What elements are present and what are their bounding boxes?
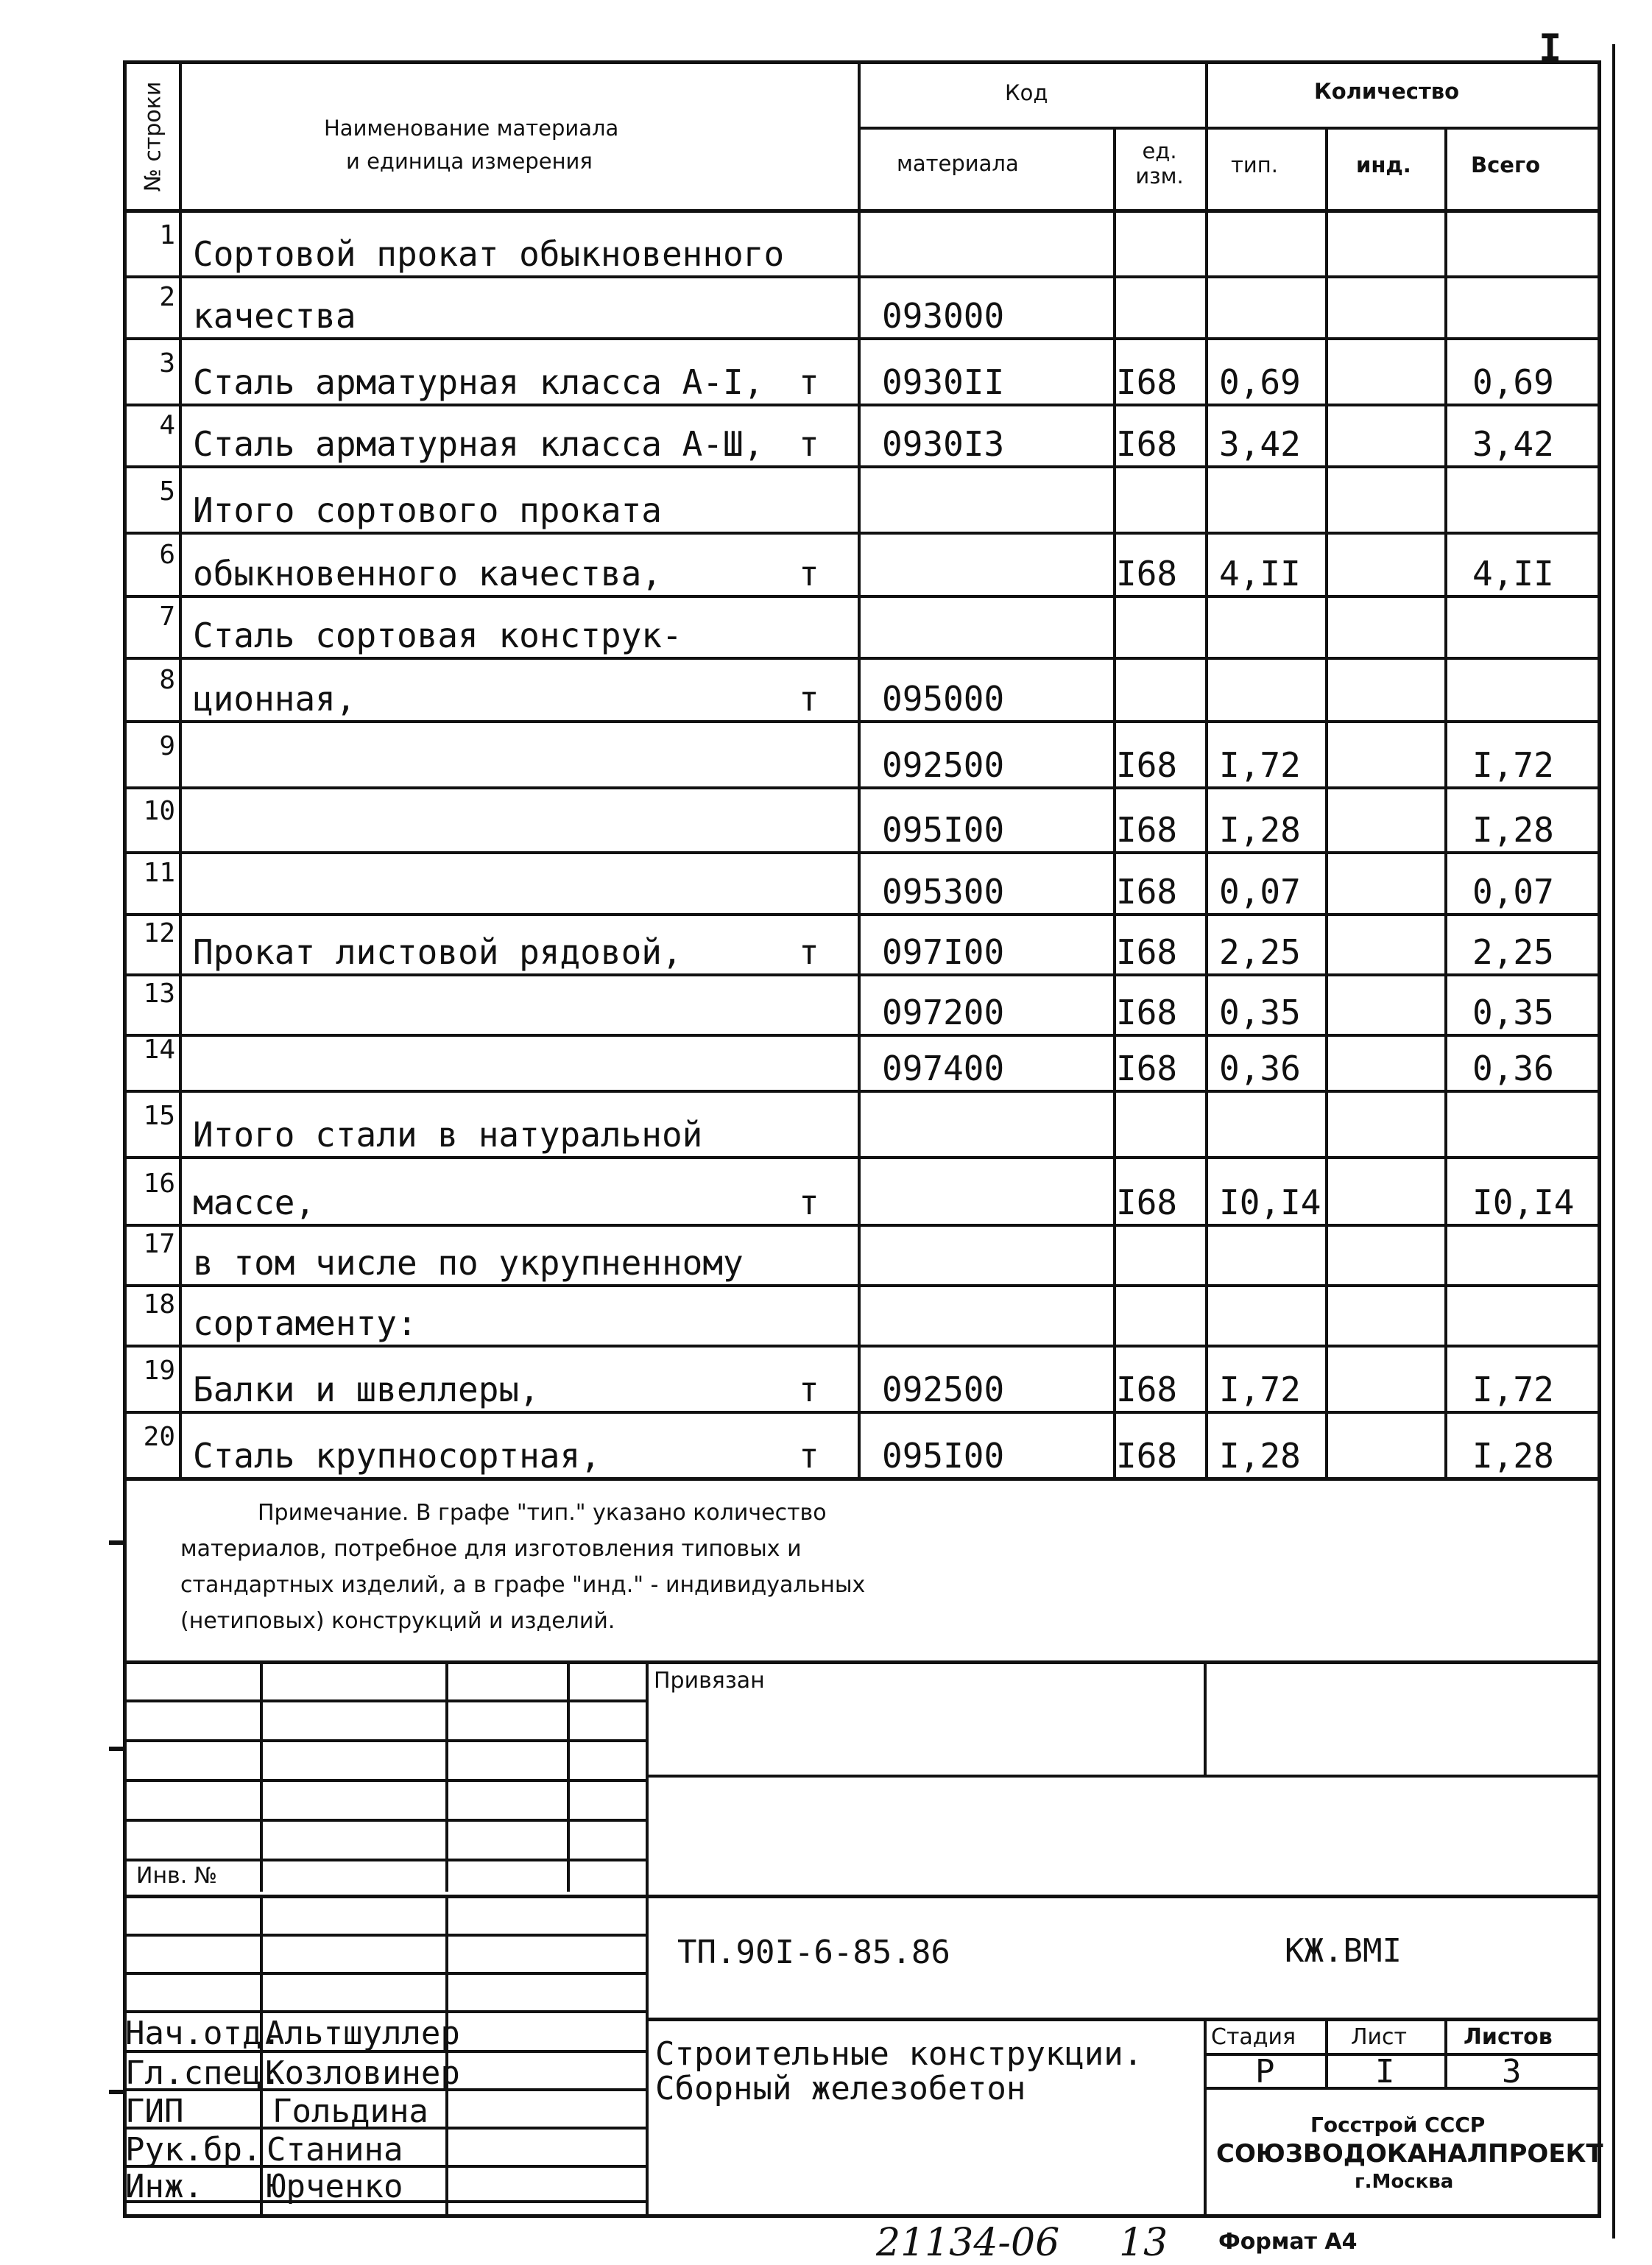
table-row [0,212,1652,275]
unit-code-cell: I68 [1116,1049,1178,1088]
material-code-cell: 095I00 [882,810,1005,850]
row-number-cell: 13 [143,979,175,1009]
unit-letter-cell: т [799,424,819,464]
material-name-cell: Сталь крупносортная, [193,1436,601,1476]
table-row [0,1090,1652,1156]
code-unit-header: ед. изм. [1135,138,1184,189]
stamp-hline [123,1819,646,1822]
stamp-hline [123,1779,646,1782]
qty-typ-cell: I,28 [1219,1436,1301,1476]
material-code-cell: 0930II [882,362,1005,402]
table-row [0,1034,1652,1090]
material-name-cell: Балки и швеллеры, [193,1370,540,1409]
table-row [0,532,1652,595]
row-number-header: № строки [140,81,166,192]
signer-name: Альтшуллер [265,2015,460,2052]
material-name-cell: массе, [193,1183,316,1222]
name-header-line1: Наименование материала [324,116,619,141]
material-name-cell: Сталь сортовая конструк- [193,616,682,655]
stage-value: Р [1255,2053,1275,2090]
row-number-cell: 7 [159,602,175,632]
signer-role: Инж. [125,2168,203,2205]
quantity-header: Количество [1314,79,1460,104]
table-row [0,1411,1652,1477]
sheet-value: I [1375,2053,1395,2090]
material-code-cell: 095I00 [882,1436,1005,1476]
row-number-cell: 5 [159,476,175,507]
name-header-line2: и единица измерения [346,149,593,174]
qty-typ-cell: 3,42 [1219,424,1301,464]
note-line1: Примечание. В графе "тип." указано количество [258,1500,827,1526]
note-line4: (нетиповых) конструкций и изделий. [180,1608,615,1634]
unit-code-cell: I68 [1116,1436,1178,1476]
qty-total-cell: I0,I4 [1472,1183,1575,1222]
signer-role: ГИП [125,2093,184,2130]
privyazan-label: Привязан [654,1668,765,1694]
material-name-cell: Сортовой прокат обыкновенного [193,234,785,274]
material-code-cell: 0930I3 [882,424,1005,464]
row-number-cell: 9 [159,731,175,761]
stamp-hline [123,1859,646,1861]
row-number-cell: 10 [143,796,175,826]
signer-role: Гл.спец. [125,2054,281,2092]
inv-no-label: Инв. № [136,1863,218,1889]
table-row [0,404,1652,465]
qty-total-cell: I,28 [1472,1436,1554,1476]
unit-code-cell: I68 [1116,932,1178,972]
row-number-cell: 8 [159,665,175,695]
table-row [0,1284,1652,1345]
qty-typ-cell: 4,II [1219,554,1301,593]
stage-label: Стадия [1211,2024,1296,2050]
stamp-hline [123,1895,1601,1898]
stamp-hline [123,1934,646,1937]
sheets-label: Листов [1464,2024,1553,2050]
unit-letter-cell: т [799,1370,819,1409]
title-line2: Сборный железобетон [655,2070,1026,2107]
row-number-cell: 19 [143,1356,175,1386]
table-row [0,595,1652,657]
row-number-cell: 3 [159,348,175,378]
unit-code-cell: I68 [1116,1183,1178,1222]
qty-ind-header: инд. [1356,152,1411,177]
material-name-cell: Итого сортового проката [193,490,662,530]
table-hline [858,127,1598,130]
org-line1: Госстрой СССР [1310,2113,1486,2137]
stamp-vline [1204,1660,1207,1775]
sheets-value: 3 [1502,2053,1522,2090]
unit-letter-cell: т [799,362,819,402]
code-material-header: материала [897,151,1019,176]
stamp-hline [123,1739,646,1742]
page-number: 13 [1119,2221,1168,2265]
row-number-cell: 4 [159,410,175,440]
stamp-hline [123,1972,646,1975]
material-name-cell: Сталь арматурная класса А-I, [193,362,764,402]
unit-code-cell: I68 [1116,1370,1178,1409]
material-name-cell: Итого стали в натуральной [193,1115,703,1155]
table-row [0,1156,1652,1224]
table-bottom-line [123,1477,1601,1481]
table-row [0,337,1652,404]
table-row [0,465,1652,532]
qty-typ-header: тип. [1231,152,1278,177]
table-row [0,720,1652,786]
margin-tick [109,1747,125,1751]
unit-letter-cell: т [799,679,819,719]
qty-total-cell: I,28 [1472,810,1554,850]
stamp-hline [123,1699,646,1702]
qty-total-cell: 0,35 [1472,993,1554,1032]
stamp-vline [445,1660,448,1892]
material-code-cell: 092500 [882,745,1005,785]
unit-code-cell: I68 [1116,872,1178,912]
signer-name: Гольдина [272,2093,428,2130]
unit-letter-cell: т [799,932,819,972]
qty-typ-cell: I0,I4 [1219,1183,1321,1222]
unit-letter-cell: т [799,554,819,593]
qty-total-header: Всего [1471,152,1541,177]
material-name-cell: ционная, [193,679,356,719]
qty-total-cell: 2,25 [1472,932,1554,972]
material-name-cell: сортаменту: [193,1303,417,1343]
row-number-cell: 16 [143,1169,175,1199]
material-code-cell: 095300 [882,872,1005,912]
row-number-cell: 20 [143,1422,175,1452]
material-code-cell: 097I00 [882,932,1005,972]
qty-total-cell: I,72 [1472,1370,1554,1409]
material-code-cell: 093000 [882,296,1005,336]
stamp-vline [646,1660,649,2218]
sheet-label: Лист [1351,2024,1408,2050]
note-line2: материалов, потребное для изготовления типовых и [180,1536,802,1562]
row-number-cell: 2 [159,282,175,312]
unit-code-cell: I68 [1116,810,1178,850]
unit-letter-cell: т [799,1183,819,1222]
doc-code: ТП.90I-6-85.86 [677,1934,950,1971]
note-line3: стандартных изделий, а в графе "инд." - индивидуальных [180,1572,866,1598]
stamp-hline [646,2018,1601,2021]
signer-role: Нач.отд. [125,2015,281,2052]
table-row [0,913,1652,973]
signer-name: Юрченко [266,2168,403,2205]
row-number-cell: 12 [143,918,175,948]
table-row [0,1224,1652,1284]
org-line3: г.Москва [1355,2171,1454,2193]
row-number-cell: 14 [143,1035,175,1065]
row-number-cell: 17 [143,1229,175,1259]
material-code-cell: 092500 [882,1370,1005,1409]
material-code-cell: 095000 [882,679,1005,719]
qty-typ-cell: I,72 [1219,1370,1301,1409]
material-code-cell: 097200 [882,993,1005,1032]
org-line2: СОЮЗВОДОКАНАЛПРОЕКТ [1216,2139,1603,2169]
unit-code-cell: I68 [1116,424,1178,464]
signer-name: Козловинер [265,2054,460,2092]
table-row [0,275,1652,337]
unit-letter-cell: т [799,1436,819,1476]
material-name-cell: качества [193,296,356,336]
title-line1: Строительные конструкции. [655,2035,1143,2073]
qty-typ-cell: 0,36 [1219,1049,1301,1088]
row-number-cell: 1 [159,220,175,250]
row-number-cell: 6 [159,540,175,570]
qty-total-cell: 3,42 [1472,424,1554,464]
stamp-vline [1444,2018,1447,2087]
material-name-cell: Прокат листовой рядовой, [193,932,682,972]
qty-typ-cell: 0,69 [1219,362,1301,402]
unit-code-cell: I68 [1116,362,1178,402]
material-name-cell: обыкновенного качества, [193,554,662,593]
corner-mark: I [1539,27,1562,71]
qty-total-cell: 0,36 [1472,1049,1554,1088]
format-label: Формат А4 [1218,2229,1358,2255]
note-bottom-line [123,1660,1601,1664]
qty-total-cell: 0,69 [1472,362,1554,402]
qty-typ-cell: 2,25 [1219,932,1301,972]
unit-code-cell: I68 [1116,554,1178,593]
unit-code-cell: I68 [1116,993,1178,1032]
qty-typ-cell: 0,35 [1219,993,1301,1032]
material-name-cell: Сталь арматурная класса А-Ш, [193,424,764,464]
stamp-hline [646,1775,1601,1778]
table-row [0,657,1652,720]
row-number-cell: 11 [143,858,175,888]
table-row [0,973,1652,1034]
row-number-cell: 15 [143,1101,175,1131]
qty-total-cell: 0,07 [1472,872,1554,912]
material-name-cell: в том числе по укрупненному [193,1243,744,1283]
qty-typ-cell: 0,07 [1219,872,1301,912]
unit-code-cell: I68 [1116,745,1178,785]
qty-total-cell: 4,II [1472,554,1554,593]
table-row [0,786,1652,851]
row-number-cell: 18 [143,1289,175,1320]
stamp-vline [260,1660,263,1892]
qty-total-cell: I,72 [1472,745,1554,785]
material-code-cell: 097400 [882,1049,1005,1088]
signer-role: Рук.бр. [125,2131,262,2169]
code-header: Код [1005,80,1048,105]
stamp-vline [567,1660,570,1892]
table-row [0,1345,1652,1411]
signer-name: Станина [266,2131,403,2169]
table-row [0,851,1652,913]
stamp-hline [123,2010,646,2013]
qty-typ-cell: I,28 [1219,810,1301,850]
qty-typ-cell: I,72 [1219,745,1301,785]
stamp-vline [1325,2018,1328,2087]
margin-tick [109,1540,125,1545]
handwritten-number: 21134-06 [876,2221,1060,2265]
stamp-vline [1204,2018,1207,2218]
doc-mark: КЖ.ВМI [1285,1932,1402,1970]
